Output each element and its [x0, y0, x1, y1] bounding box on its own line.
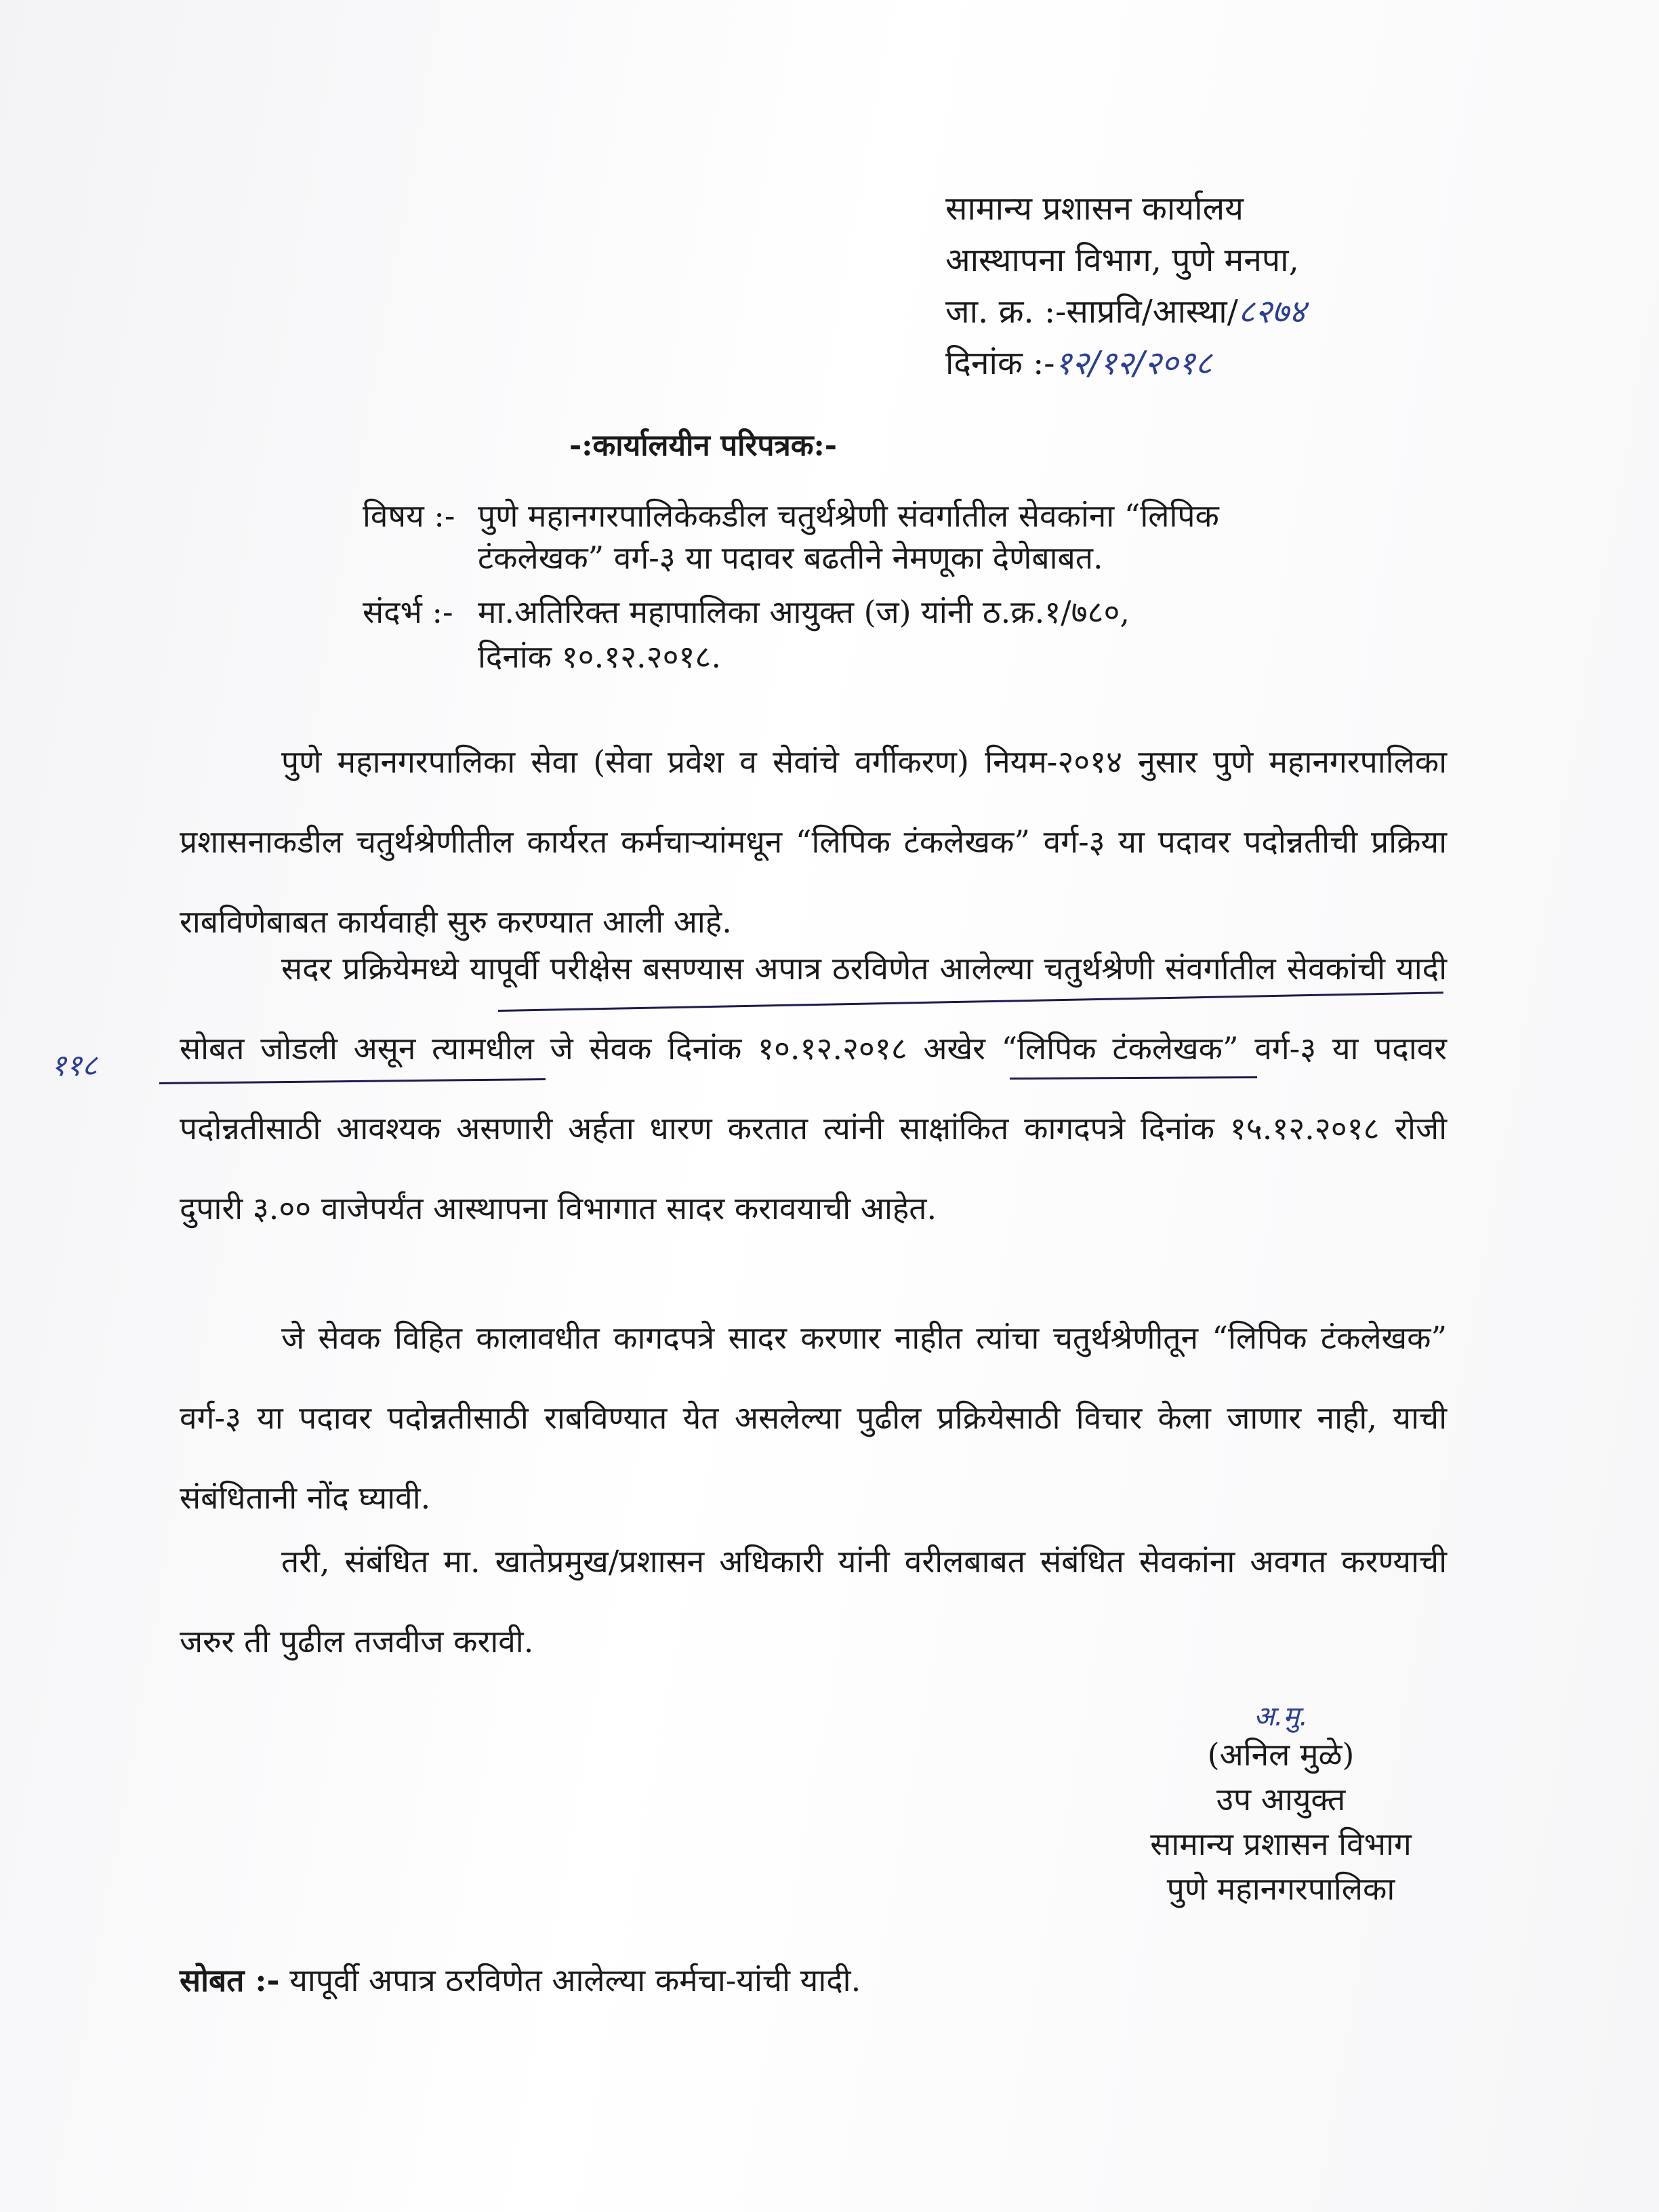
office-name: सामान्य प्रशासन कार्यालय: [945, 190, 1244, 228]
subject-line-2: टंकलेखक” वर्ग-३ या पदावर बढतीने नेमणूका देणेबाबत.: [478, 539, 1103, 576]
enclosure-text: यापूर्वी अपात्र ठरविणेत आलेल्या कर्मचा-यांची यादी.: [289, 1962, 861, 1999]
issue-date: [945, 337, 1306, 389]
enclosure-label: सोबत :-: [180, 1962, 280, 1999]
paragraph-2-text: सदर प्रक्रियेमध्ये यापूर्वी परीक्षेस बसण्यास अपात्र ठरविणेत आलेल्या चतुर्थश्रेणी संवर्गातील सेवकांची यादी सोबत जोडली असून त्यामधील जे सेवक दिनांक १०.१२.२०१८ अखेर “लिपिक टंकलेखक” वर्ग-३ या पदावर पदोन्नतीसाठी आवश्यक असणारी अर्हता धारण करतात त्यांनी साक्षांकित कागदपत्रे दिनांक १५.१२.२०१८ रोजी दुपारी ३.०० वाजेपर्यंत आस्थापना विभागात सादर करावयाची आहेत.: [180, 950, 1447, 1227]
paragraph-4: [180, 1521, 1447, 1681]
office-department: आस्थापना विभाग, पुणे मनपा,: [945, 241, 1299, 279]
paragraph-3-text: जे सेवक विहित कालावधीत कागदपत्रे सादर करणार नाहीत त्यांचा चतुर्थश्रेणीतून “लिपिक टंकलेखक” वर्ग-३ या पदावर पदोन्नतीसाठी राबविण्यात येत असलेल्या पुढील प्रक्रियेसाठी विचार केला जाणार नाही, याची संबंधितानी नोंद घ्यावी.: [180, 1319, 1447, 1516]
reference-line-1: मा.अतिरिक्त महापालिका आयुक्त (ज) यांनी ठ.क्र.१/७८०,: [478, 594, 1130, 630]
subject-block: [363, 495, 1219, 579]
reference-block: [363, 590, 1130, 679]
subject-line-1: पुणे महानगरपालिकेकडील चतुर्थश्रेणी संवर्गातील सेवकांना “लिपिक: [478, 497, 1219, 534]
signatory-name: (अनिल मुळे): [1207, 1736, 1355, 1773]
paragraph-4-text: तरी, संबंधित मा. खातेप्रमुख/प्रशासन अधिकारी यांनी वरीलबाबत संबंधित सेवकांना अवगत करण्याची जरुर ती पुढील तजवीज करावी.: [180, 1543, 1447, 1660]
signature-initials: अ.मु.: [1254, 1701, 1308, 1732]
circular-title: -:कार्यालयीन परिपत्रक:-: [569, 428, 838, 463]
paragraph-2: [180, 928, 1447, 1248]
signatory-department: सामान्य प्रशासन विभाग: [1150, 1826, 1412, 1862]
signature-block: [1071, 1694, 1491, 1911]
reference-label: संदर्भ :-: [363, 594, 453, 630]
paragraph-1-text: पुणे महानगरपालिका सेवा (सेवा प्रवेश व सेवांचे वर्गीकरण) नियम-२०१४ नुसार पुणे महानगरपालिका प्रशासनाकडील चतुर्थश्रेणीतील कार्यरत कर्मचाऱ्यांमधून “लिपिक टंकलेखक” वर्ग-३ या पदावर पदोन्नतीची प्रक्रिया राबविणेबाबत कार्यवाही सुरु करण्यात आली आहे.: [180, 743, 1447, 940]
signatory-organization: पुणे महानगरपालिका: [1166, 1870, 1395, 1907]
enclosure-line: [180, 1959, 861, 2001]
handwritten-reference-number: ८२७४: [1237, 293, 1306, 331]
handwritten-date: १२/१२/२०१८: [1054, 344, 1212, 382]
paragraph-3: [180, 1298, 1447, 1538]
reference-line-2: दिनांक १०.१२.२०१८.: [478, 638, 721, 675]
reference-number: [945, 286, 1306, 337]
reference-number-label: जा. क्र. :-साप्रवि/आस्था/: [945, 293, 1238, 331]
issuing-office-block: [945, 183, 1306, 389]
handwritten-margin-note: ११८: [51, 1048, 98, 1083]
paragraph-1: [180, 722, 1447, 962]
issue-date-label: दिनांक :-: [945, 344, 1055, 382]
subject-label: विषय :-: [363, 497, 455, 534]
signatory-designation: उप आयुक्त: [1216, 1781, 1346, 1818]
